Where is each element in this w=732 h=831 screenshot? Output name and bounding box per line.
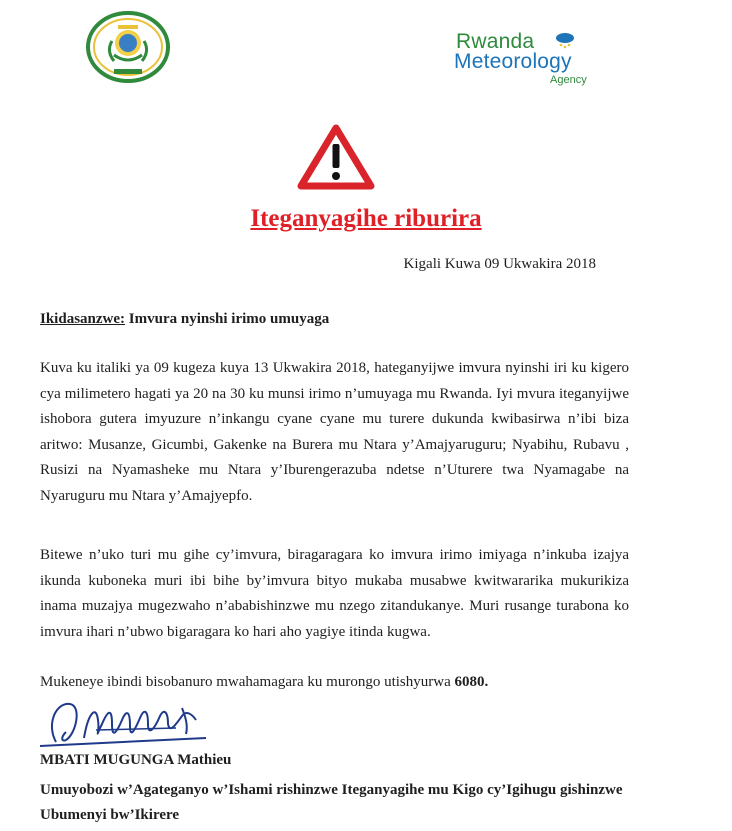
contact-number: 6080. — [454, 674, 489, 690]
agency-logo — [454, 28, 614, 90]
body-paragraph-1: Kuva ku italiki ya 09 kugeza kuya 13 Ukwakira 2018, hateganyijwe imvura nyinshi iri ku kigero cya milimetero hagati ya 20 na 30 ku munsi irimo n’umuyaga mu Rwanda. Iyi mvura iteganyijwe ishobora gutera imyuzure n’inkangu cyane cyane mu turere dukunda kwibasirwa n’ibi biza aritwo: Musanze, Gicumbi, Gakenke na Burera mu Ntara y’Amajyaruguru; Nyabihu, Rubavu , Rusizi na Nyamasheke mu Ntara y’Iburengerazuba ndetse n’Uturere twa Nyamagabe na Nyaruguru mu Ntara y’Amajyepfo. — [40, 360, 629, 504]
signer-name: MBATI MUGUNGA Mathieu — [40, 752, 232, 768]
national-seal-icon — [84, 11, 172, 83]
contact-line — [40, 674, 488, 691]
page-title: Iteganyagihe riburira — [250, 205, 482, 232]
subject-text: Imvura nyinshi irimo umuyaga — [128, 311, 330, 327]
agency-logo-line1: Rwanda — [456, 30, 535, 53]
warning-triangle-icon — [297, 124, 375, 190]
subject-line — [40, 311, 329, 328]
agency-logo-line3: Agency — [550, 74, 587, 86]
dateline: Kigali Kuwa 09 Ukwakira 2018 — [403, 256, 596, 272]
agency-logo-line2: Meteorology — [454, 50, 572, 73]
body-paragraph-2: Bitewe n’uko turi mu gihe cy’imvura, biragaragara ko imvura irimo imiyaga n’inkuba izajya ikunda kuboneka muri ibi bihe by’imvura bityo mukaba musabwe kwitwararika mukurikiza inama muzajya mugezwaho n’ababishinzwe mu nzego zitandukanye. Muri rusange turabona ko imvura ihari n’ubwo bigaragara ko hari aho yagiye itinda kugwa. — [40, 547, 629, 640]
contact-text: Mukeneye ibindi bisobanuro mwahamagara ku murongo utishyurwa — [40, 674, 455, 690]
cloud-rain-icon — [554, 30, 576, 50]
subject-label: Ikidasanzwe: — [40, 311, 126, 327]
handwritten-signature-icon — [36, 694, 216, 754]
signer-title: Umuyobozi w’Agateganyo w’Ishami rishinzwe Iteganyagihe mu Kigo cy’Igihugu gishinzwe Ubumenyi bw’Ikirere — [40, 782, 623, 823]
